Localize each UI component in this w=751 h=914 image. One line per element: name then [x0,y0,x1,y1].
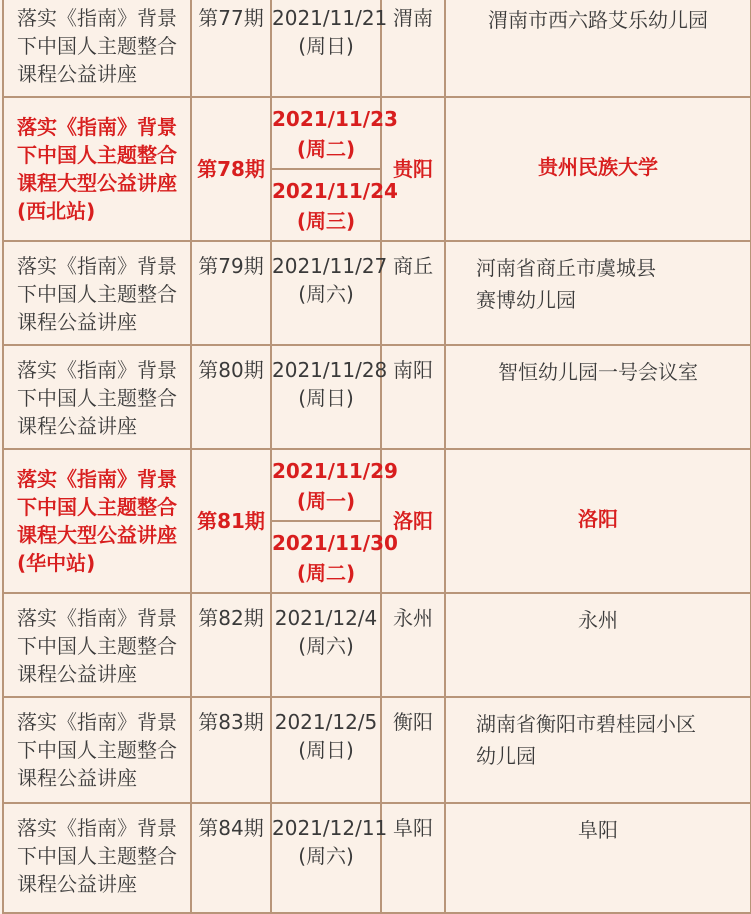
lecture-topic-line: 落实《指南》背景 [17,606,177,630]
venue-line: 智恒幼儿园一号会议室 [498,360,698,384]
lecture-topic-cell [3,803,191,913]
lecture-topic-cell [3,241,191,345]
lecture-topic-cell [3,0,191,97]
schedule-row [3,241,751,345]
lecture-topic-line: 下中国人主题整合 [17,386,177,410]
session-date-cell [271,803,388,913]
venue-cell [445,345,751,449]
session-weekday: (周六) [298,282,354,306]
lecture-topic-line: 下中国人主题整合 [17,495,177,519]
lecture-topic-cell [3,345,191,449]
city-cell: 衡阳 [381,697,445,803]
lecture-topic-line: 课程公益讲座 [17,414,137,438]
lecture-topic-line: 落实《指南》背景 [17,358,177,382]
session-number-cell: 第80期 [191,345,271,449]
session-date: 2021/11/23 [272,107,398,131]
venue-line: 阜阳 [578,818,618,842]
session-date-block [272,98,398,168]
session-date: 2021/12/5 [274,710,378,734]
lecture-topic-line: 下中国人主题整合 [17,844,177,868]
lecture-topic-cell [3,449,191,593]
lecture-topic-line: (华中站) [17,551,96,575]
venue-cell [445,97,751,241]
city-cell: 阜阳 [381,803,445,913]
lecture-topic-cell [3,697,191,803]
city-cell: 南阳 [381,345,445,449]
lecture-topic-line: 下中国人主题整合 [17,738,177,762]
session-date: 2021/11/28 [272,358,388,382]
venue-cell [445,593,751,697]
schedule-row [3,449,751,593]
venue-cell [445,449,751,593]
session-weekday: (周日) [298,34,354,58]
lecture-topic-line: 落实《指南》背景 [17,467,177,491]
city-cell: 贵阳 [381,97,445,241]
session-date: 2021/11/30 [272,531,398,555]
session-number-cell: 第82期 [191,593,271,697]
session-date: 2021/11/29 [272,459,398,483]
venue-line: 赛博幼儿园 [476,288,576,312]
lecture-topic-line: (西北站) [17,199,96,223]
session-weekday: (周日) [298,386,354,410]
lecture-topic-line: 落实《指南》背景 [17,115,177,139]
lecture-topic-line: 课程大型公益讲座 [17,523,177,547]
session-number-cell: 第79期 [191,241,271,345]
session-weekday: (周六) [298,634,354,658]
venue-line: 永州 [578,608,618,632]
session-date-cell [271,0,388,97]
lecture-topic-line: 落实《指南》背景 [17,6,177,30]
venue-cell [445,0,751,97]
session-date: 2021/12/11 [272,816,388,840]
lecture-topic-line: 落实《指南》背景 [17,710,177,734]
lecture-topic-line: 落实《指南》背景 [17,254,177,278]
session-date-block [272,168,398,240]
lecture-topic-line: 下中国人主题整合 [17,34,177,58]
session-date-cell [271,241,388,345]
venue-line: 洛阳 [578,507,618,531]
session-date-cell [271,697,381,803]
session-date: 2021/11/27 [272,254,388,278]
venue-line: 贵州民族大学 [538,155,658,179]
lecture-topic-cell [3,593,191,697]
lecture-topic-line: 下中国人主题整合 [17,282,177,306]
schedule-row [3,345,751,449]
session-number-cell: 第78期 [191,97,271,241]
session-date: 2021/11/24 [272,179,398,203]
venue-line: 渭南市西六路艾乐幼儿园 [488,8,708,32]
city-cell: 永州 [381,593,445,697]
session-date: 2021/12/4 [274,606,378,630]
session-weekday: (周三) [296,209,356,233]
lecture-topic-line: 下中国人主题整合 [17,143,177,167]
lecture-topic-line: 课程公益讲座 [17,62,137,86]
session-weekday: (周一) [296,489,356,513]
session-date-cell [271,593,381,697]
schedule-row [3,0,751,97]
lecture-topic-line: 下中国人主题整合 [17,634,177,658]
session-weekday: (周日) [298,738,354,762]
session-date: 2021/11/21 [272,6,388,30]
city-cell: 渭南 [381,0,445,97]
session-date-cell [271,97,398,241]
session-number-cell: 第77期 [191,0,271,97]
venue-cell [445,697,751,803]
session-weekday: (周六) [298,844,354,868]
schedule-row [3,97,751,241]
venue-line: 河南省商丘市虞城县 [476,256,656,280]
schedule-row [3,697,751,803]
venue-line: 湖南省衡阳市碧桂园小区 [476,712,696,736]
schedule-row [3,593,751,697]
lecture-schedule-table [2,0,751,914]
session-number-cell: 第81期 [191,449,271,593]
session-date-block [272,450,398,520]
lecture-topic-line: 课程公益讲座 [17,872,137,896]
venue-cell [445,803,751,913]
session-date-cell [271,345,388,449]
session-weekday: (周二) [296,137,356,161]
session-date-cell [271,449,398,593]
city-cell: 商丘 [381,241,445,345]
lecture-topic-cell [3,97,191,241]
lecture-topic-line: 课程公益讲座 [17,662,137,686]
session-date-block [272,520,398,592]
city-cell: 洛阳 [381,449,445,593]
lecture-topic-line: 落实《指南》背景 [17,816,177,840]
lecture-topic-line: 课程大型公益讲座 [17,171,177,195]
lecture-topic-line: 课程公益讲座 [17,766,137,790]
session-number-cell: 第83期 [191,697,271,803]
session-number-cell: 第84期 [191,803,271,913]
venue-line: 幼儿园 [476,744,536,768]
venue-cell [445,241,751,345]
schedule-body [3,0,751,913]
schedule-row [3,803,751,913]
session-weekday: (周二) [296,561,356,585]
lecture-topic-line: 课程公益讲座 [17,310,137,334]
